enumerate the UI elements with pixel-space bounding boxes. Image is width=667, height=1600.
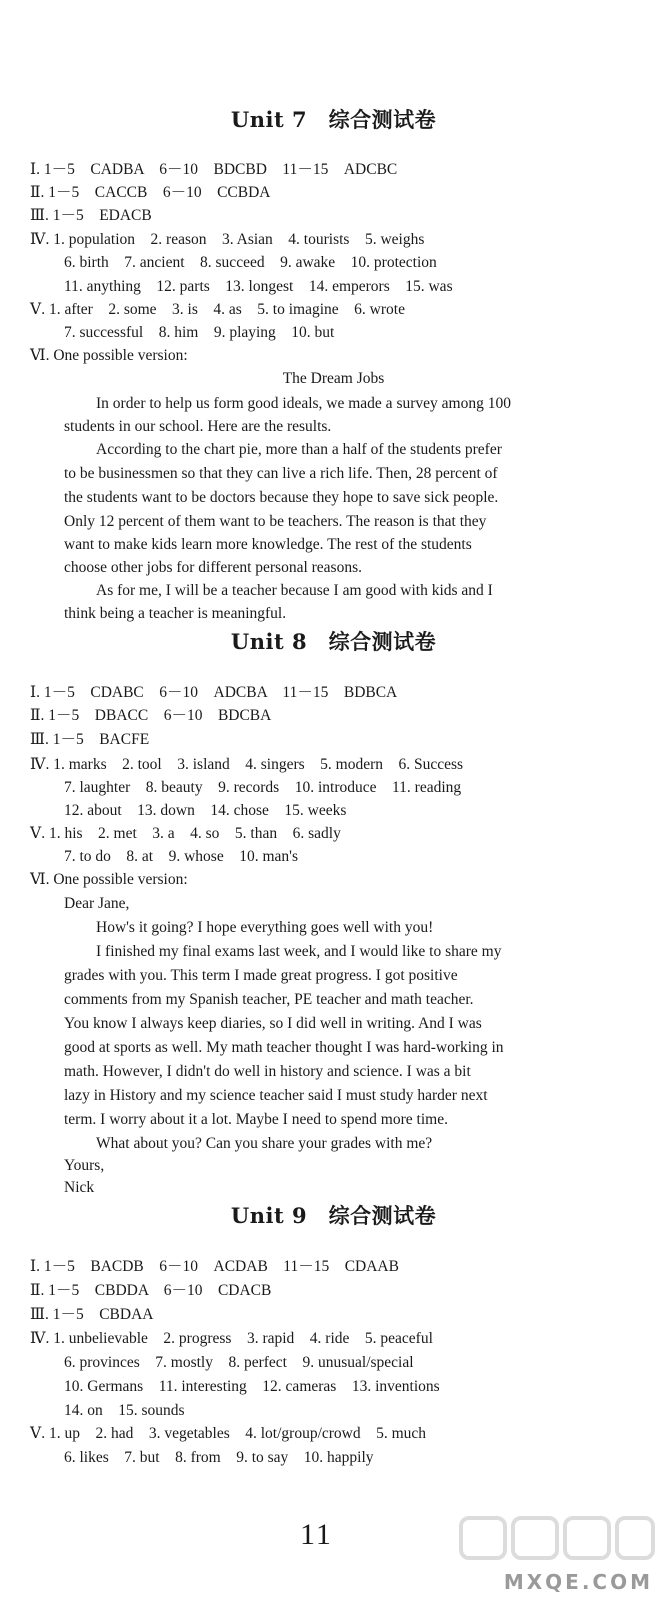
unit7-line: Ⅰ. 1－5 CADBA 6－10 BDCBD 11－15 ADCBC <box>30 161 398 178</box>
unit8-line: 7. to do 8. at 9. whose 10. man's <box>64 848 298 865</box>
unit8-line: Ⅱ. 1－5 DBACC 6－10 BDCBA <box>30 707 272 724</box>
letter-line: good at sports as well. My math teacher thought I was hard-working in <box>64 1039 504 1056</box>
watermark-text: MXQE.COM <box>503 1570 653 1594</box>
unit7-line: Ⅵ. One possible version: <box>30 347 188 364</box>
essay-line: students in our school. Here are the results. <box>64 418 332 435</box>
essay-line: Only 12 percent of them want to be teachers. The reason is that they <box>64 513 487 530</box>
letter-line: Nick <box>64 1179 95 1196</box>
unit7-line: Ⅱ. 1－5 CACCB 6－10 CCBDA <box>30 184 271 201</box>
unit7-line: Ⅳ. 1. population 2. reason 3. Asian 4. tourists 5. weighs <box>30 231 425 248</box>
unit-8-title: Unit 8 综合测试卷 <box>230 629 437 654</box>
letter-line: How's it going? I hope everything goes well with you! <box>96 919 434 936</box>
essay-line: to be businessmen so that they can live a rich life. Then, 28 percent of <box>64 465 498 482</box>
letter-line: Dear Jane, <box>64 895 130 912</box>
unit8-line: Ⅲ. 1－5 BACFE <box>30 731 150 748</box>
essay-line: In order to help us form good ideals, we made a survey among 100 <box>96 395 511 412</box>
unit9-line: Ⅰ. 1－5 BACDB 6－10 ACDAB 11－15 CDAAB <box>30 1258 399 1275</box>
unit8-line: Ⅰ. 1－5 CDABC 6－10 ADCBA 11－15 BDBCA <box>30 684 398 701</box>
essay-line: want to make kids learn more knowledge. The rest of the students <box>64 536 472 553</box>
letter-line: grades with you. This term I made great progress. I got positive <box>64 967 458 984</box>
unit7-line: Ⅴ. 1. after 2. some 3. is 4. as 5. to imagine 6. wrote <box>30 301 405 318</box>
page-number: 11 <box>300 1518 333 1551</box>
unit7-line: Ⅲ. 1－5 EDACB <box>30 207 152 224</box>
letter-line: term. I worry about it a lot. Maybe I need to spend more time. <box>64 1111 448 1128</box>
unit-7-title: Unit 7 综合测试卷 <box>230 107 437 132</box>
letter-line: You know I always keep diaries, so I did well in writing. And I was <box>64 1015 482 1032</box>
unit8-line: Ⅴ. 1. his 2. met 3. a 4. so 5. than 6. sadly <box>30 825 341 842</box>
letter-line: I finished my final exams last week, and I would like to share my <box>96 943 502 960</box>
unit8-line: Ⅳ. 1. marks 2. tool 3. island 4. singers 5. modern 6. Success <box>30 756 464 773</box>
unit8-line: 12. about 13. down 14. chose 15. weeks <box>64 802 347 819</box>
letter-line: What about you? Can you share your grades with me? <box>96 1135 433 1152</box>
unit7-line: 11. anything 12. parts 13. longest 14. emperors 15. was <box>64 278 453 295</box>
unit8-line: Ⅵ. One possible version: <box>30 871 188 888</box>
essay-line: think being a teacher is meaningful. <box>64 605 287 622</box>
letter-line: math. However, I didn't do well in history and science. I was a bit <box>64 1063 471 1080</box>
essay-line: According to the chart pie, more than a half of the students prefer <box>96 441 502 458</box>
unit9-line: Ⅳ. 1. unbelievable 2. progress 3. rapid 4. ride 5. peaceful <box>30 1330 433 1347</box>
unit-9-title: Unit 9 综合测试卷 <box>230 1203 437 1228</box>
unit9-line: 10. Germans 11. interesting 12. cameras 13. inventions <box>64 1378 440 1395</box>
essay-line: choose other jobs for different personal reasons. <box>64 559 362 576</box>
unit7-line: 6. birth 7. ancient 8. succeed 9. awake 10. protection <box>64 254 437 271</box>
unit9-line: 14. on 15. sounds <box>64 1402 185 1419</box>
essay-line: As for me, I will be a teacher because I am good with kids and I <box>96 582 493 599</box>
letter-line: comments from my Spanish teacher, PE teacher and math teacher. <box>64 991 474 1008</box>
essay-line: the students want to be doctors because they hope to save sick people. <box>64 489 499 506</box>
unit9-line: Ⅱ. 1－5 CBDDA 6－10 CDACB <box>30 1282 272 1299</box>
letter-line: lazy in History and my science teacher said I must study harder next <box>64 1087 488 1104</box>
unit9-line: 6. provinces 7. mostly 8. perfect 9. unusual/special <box>64 1354 414 1371</box>
unit7-line: 7. successful 8. him 9. playing 10. but <box>64 324 335 341</box>
essay-title: The Dream Jobs <box>282 370 385 387</box>
unit8-line: 7. laughter 8. beauty 9. records 10. introduce 11. reading <box>64 779 462 796</box>
unit9-line: Ⅴ. 1. up 2. had 3. vegetables 4. lot/group/crowd 5. much <box>30 1425 427 1442</box>
unit9-line: Ⅲ. 1－5 CBDAA <box>30 1306 154 1323</box>
unit9-line: 6. likes 7. but 8. from 9. to say 10. happily <box>64 1449 374 1466</box>
letter-line: Yours, <box>64 1157 105 1174</box>
